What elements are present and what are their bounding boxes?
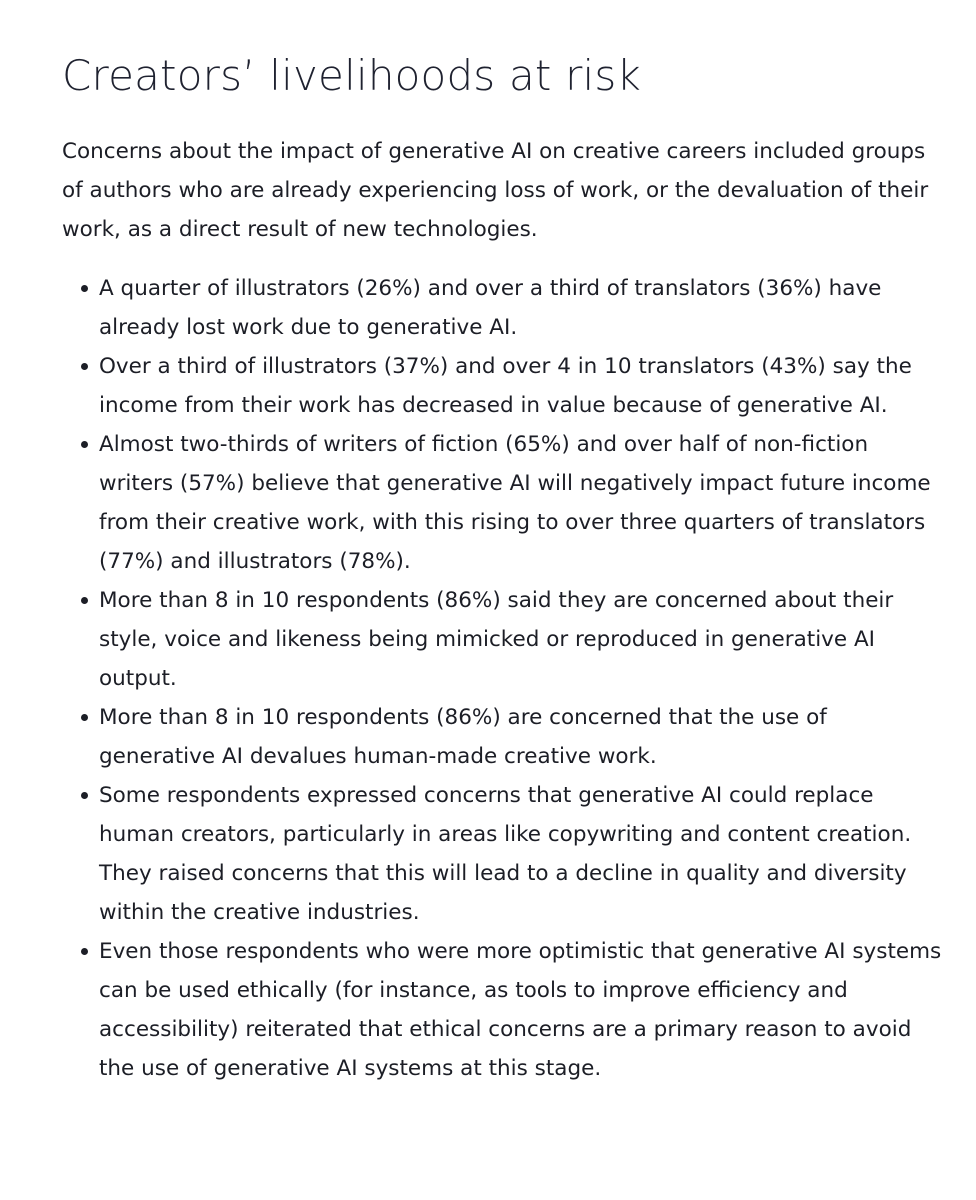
bullet-icon xyxy=(81,285,88,292)
article xyxy=(62,48,942,1088)
bullet-icon xyxy=(81,948,88,955)
list-item xyxy=(62,269,942,347)
bullet-icon xyxy=(81,363,88,370)
bullet-icon xyxy=(81,714,88,721)
list-item xyxy=(62,776,942,932)
list-item-text: Almost two-thirds of writers of fiction (65%) and over half of non-fiction writers (57%) believe that generative AI will negatively impact future income from their creative work, with this rising to over three quarters of translators (77%) and illustrators (78%). xyxy=(99,432,931,574)
list-item-text: Over a third of illustrators (37%) and over 4 in 10 translators (43%) say the income from their work has decreased in value because of generative AI. xyxy=(99,354,912,418)
page-title: Creators’ livelihoods at risk xyxy=(62,51,642,100)
list-item xyxy=(62,932,942,1088)
findings-list xyxy=(62,269,942,1088)
list-item xyxy=(62,347,942,425)
intro-paragraph: Concerns about the impact of generative AI on creative careers included groups of authors who are already experiencing loss of work, or the devaluation of their work, as a direct result of new technologies. xyxy=(62,139,929,242)
bullet-icon xyxy=(81,792,88,799)
list-item xyxy=(62,425,942,581)
list-item-text: More than 8 in 10 respondents (86%) are concerned that the use of generative AI devalues human-made creative work. xyxy=(99,705,827,769)
bullet-icon xyxy=(81,597,88,604)
list-item-text: Some respondents expressed concerns that generative AI could replace human creators, particularly in areas like copywriting and content creation. They raised concerns that this will lead to a decline in quality and diversity within the creative industries. xyxy=(99,783,912,925)
list-item xyxy=(62,698,942,776)
bullet-icon xyxy=(81,441,88,448)
list-item xyxy=(62,581,942,698)
list-item-text: Even those respondents who were more optimistic that generative AI systems can be used ethically (for instance, as tools to improve efficiency and accessibility) reiterated that ethical concerns are a primary reason to avoid the use of generative AI systems at this stage. xyxy=(99,939,942,1081)
list-item-text: More than 8 in 10 respondents (86%) said they are concerned about their style, voice and likeness being mimicked or reproduced in generative AI output. xyxy=(99,588,894,691)
list-item-text: A quarter of illustrators (26%) and over a third of translators (36%) have already lost work due to generative AI. xyxy=(99,276,882,340)
